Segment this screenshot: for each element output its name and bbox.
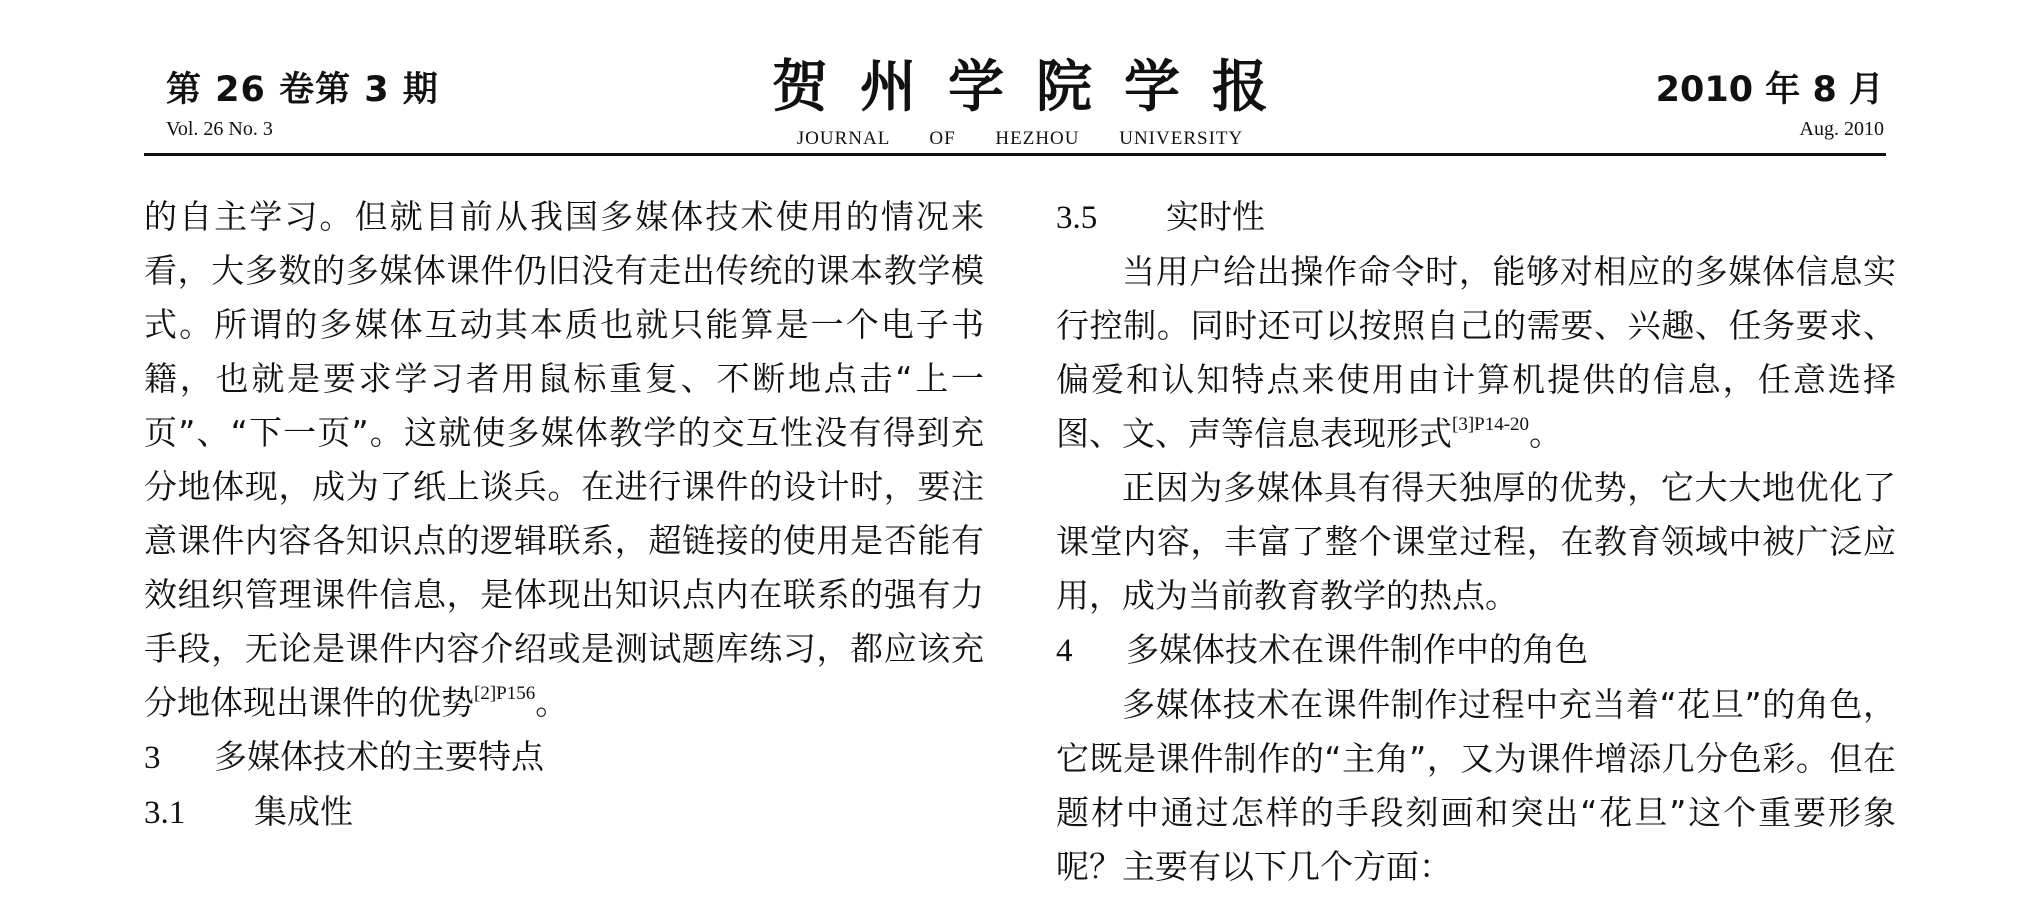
journal-title-cn: 贺州学院学报: [772, 55, 1300, 120]
running-header: [0, 0, 2026, 160]
body-paragraph: 正因为多媒体具有得天独厚的优势，它大大地优化了课堂内容，丰富了整个课堂过程，在教育领域中被广泛应用，成为当前教育教学的热点。: [1056, 468, 1896, 615]
section-number: 3: [144, 740, 161, 776]
issue-date-cn: 2010 年 8 月: [1655, 70, 1884, 110]
paragraph-end: 。: [535, 683, 569, 722]
journal-title-en: JOURNAL OF HEZHOU UNIVERSITY: [796, 128, 1244, 149]
body-paragraph: 多媒体技术在课件制作过程中充当着“花旦”的角色，它既是课件制作的“主角”，又为课件增添几分色彩。但在题材中通过怎样的手段刻画和突出“花旦”这个重要形象呢？主要有以下几个方面：: [1056, 685, 1896, 886]
subsection-number: 3.1: [144, 795, 186, 831]
subsection-title: 集成性: [254, 792, 353, 831]
subsection-heading: [144, 785, 984, 840]
section-title: 多媒体技术在课件制作中的角色: [1126, 630, 1588, 669]
citation-ref: [3]P14-20: [1452, 414, 1530, 435]
left-column: [144, 190, 984, 840]
body-paragraph: [1056, 245, 1896, 461]
journal-title: [760, 55, 1300, 150]
right-column: [1056, 190, 1896, 894]
section-heading: [1056, 623, 1896, 678]
body-paragraph: [144, 190, 984, 730]
volume-cn: 第 26 卷第 3 期: [166, 70, 439, 110]
volume-info: [166, 62, 439, 141]
paragraph-text: 当用户给出操作命令时，能够对相应的多媒体信息实行控制。同时还可以按照自己的需要、兴趣、任务要求、偏爱和认知特点来使用由计算机提供的信息，任意选择图、文、声等信息表现形式: [1056, 252, 1896, 453]
section-number: 4: [1056, 633, 1073, 669]
paragraph-end: 。: [1529, 414, 1563, 453]
issue-date-en: Aug. 2010: [1799, 118, 1884, 140]
header-rule: [144, 153, 1886, 156]
citation-ref: [2]P156: [474, 683, 536, 704]
volume-en: Vol. 26 No. 3: [166, 118, 273, 140]
subsection-title: 实时性: [1166, 197, 1265, 236]
issue-date: [1656, 62, 1884, 141]
section-title: 多媒体技术的主要特点: [214, 737, 544, 776]
subsection-heading: [1056, 190, 1896, 245]
section-heading: [144, 730, 984, 785]
subsection-number: 3.5: [1056, 200, 1098, 236]
paragraph-text: 的自主学习。但就目前从我国多媒体技术使用的情况来看，大多数的多媒体课件仍旧没有走出传统的课本教学模式。所谓的多媒体互动其本质也就只能算是一个电子书籍，也就是要求学习者用鼠标重复、不断地点击“上一页”、“下一页”。这就使多媒体教学的交互性没有得到充分地体现，成为了纸上谈兵。在进行课件的设计时，要注意课件内容各知识点的逻辑联系，超链接的使用是否能有效组织管理课件信息，是体现出知识点内在联系的强有力手段，无论是课件内容介绍或是测试题库练习，都应该充分地体现出课件的优势: [144, 197, 984, 722]
